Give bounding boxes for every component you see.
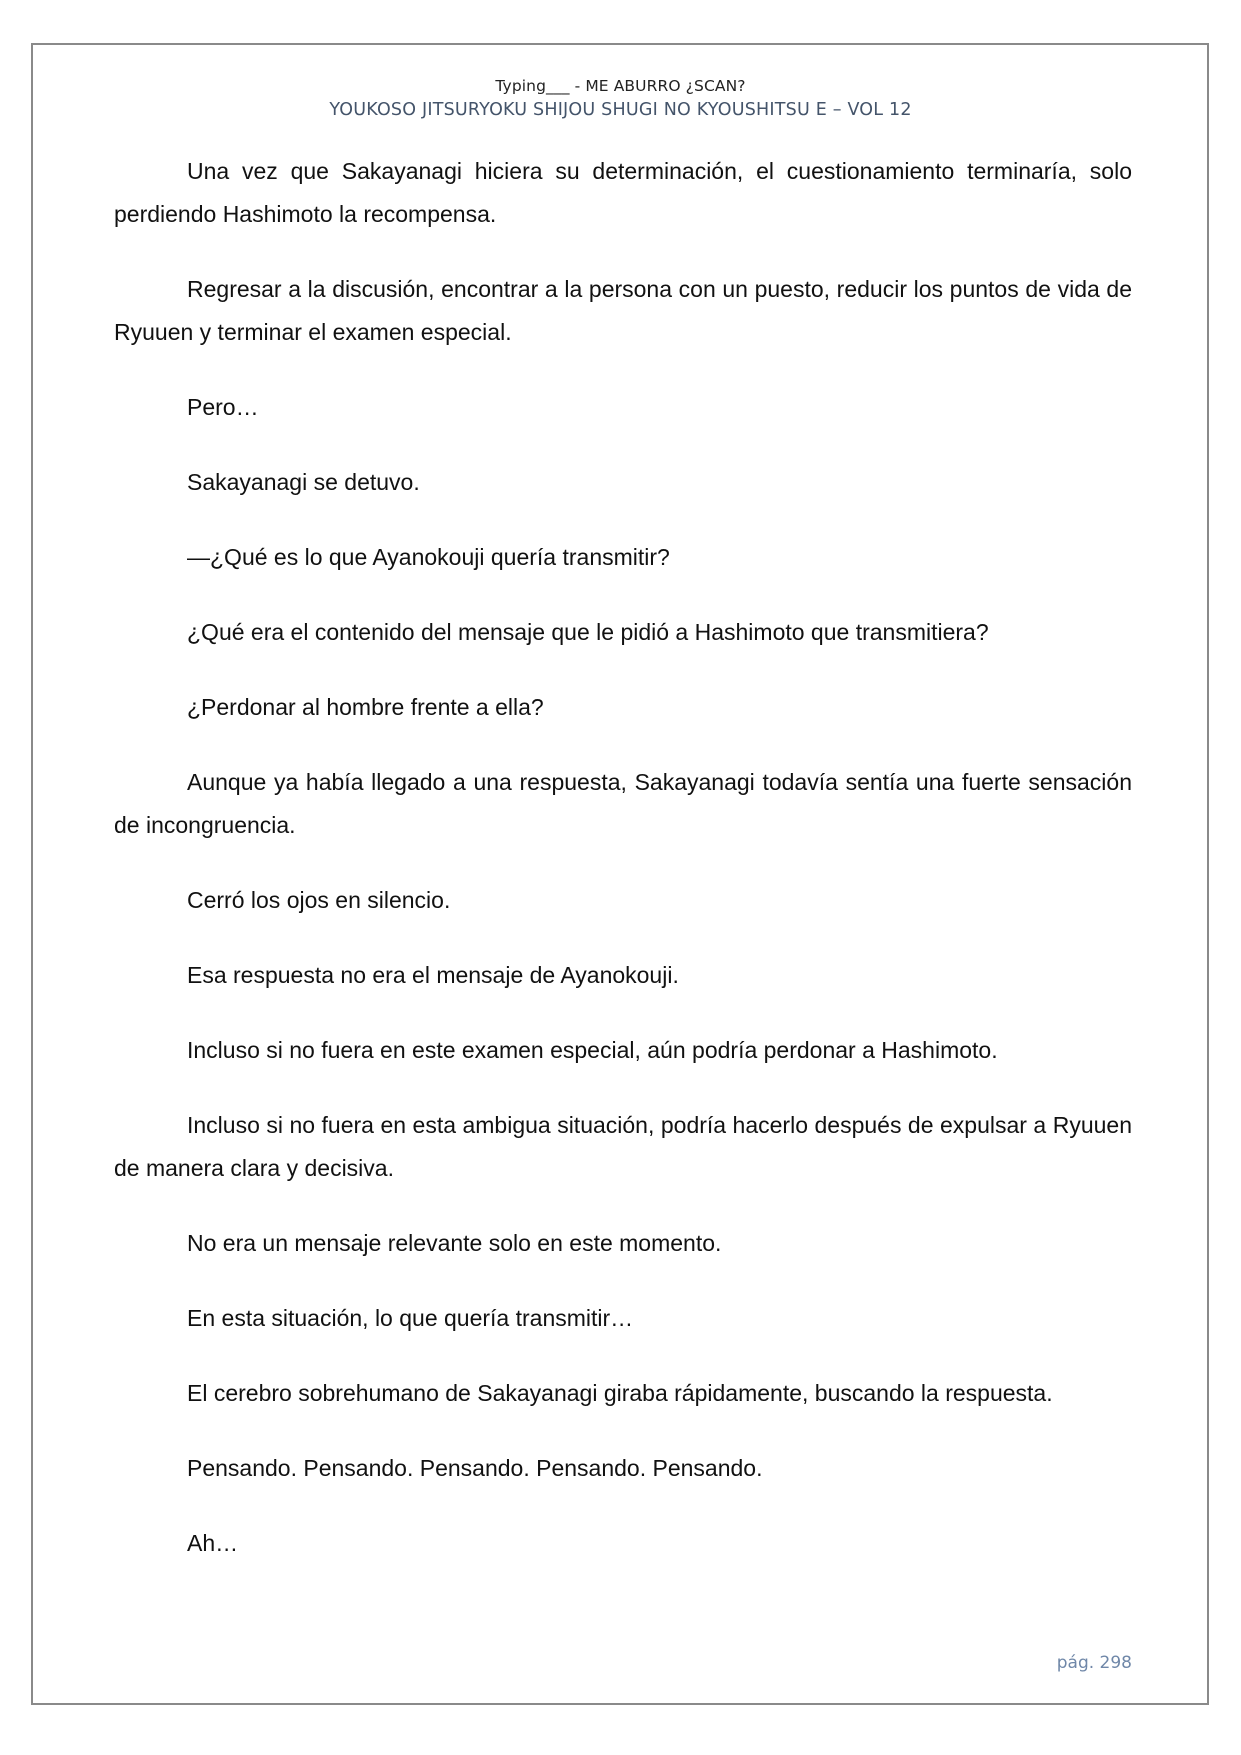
page-number: pág. 298 [1056,1653,1132,1673]
paragraph: En esta situación, lo que quería transmitir… [187,1305,634,1331]
page-header [0,75,1241,123]
paragraph: ¿Perdonar al hombre frente a ella? [187,694,544,720]
document-body [114,150,1132,1597]
paragraph: El cerebro sobrehumano de Sakayanagi giraba rápidamente, buscando la respuesta. [187,1380,1053,1406]
paragraph: Esa respuesta no era el mensaje de Ayanokouji. [187,962,679,988]
paragraph: Sakayanagi se detuvo. [187,469,420,495]
paragraph: Pero… [187,394,259,420]
paragraph: Ah… [187,1530,239,1556]
paragraph: Aunque ya había llegado a una respuesta, Sakayanagi todavía sentía una fuerte sensación de incongruencia. [114,769,1132,838]
paragraph: —¿Qué es lo que Ayanokouji quería transmitir? [187,544,670,570]
paragraph: Incluso si no fuera en esta ambigua situación, podría hacerlo después de expulsar a Ryuuen de manera clara y decisiva. [114,1112,1132,1181]
header-typing-credit: Typing___ - ME ABURRO ¿SCAN? [495,77,746,95]
paragraph: Pensando. Pensando. Pensando. Pensando. Pensando. [187,1455,763,1481]
paragraph: Una vez que Sakayanagi hiciera su determinación, el cuestionamiento terminaría, solo perdiendo Hashimoto la recompensa. [114,158,1132,227]
paragraph: No era un mensaje relevante solo en este momento. [187,1230,722,1256]
paragraph: Incluso si no fuera en este examen especial, aún podría perdonar a Hashimoto. [187,1037,998,1063]
header-book-title: YOUKOSO JITSURYOKU SHIJOU SHUGI NO KYOUSHITSU E – VOL 12 [329,100,912,120]
paragraph: ¿Qué era el contenido del mensaje que le pidió a Hashimoto que transmitiera? [187,619,989,645]
paragraph: Cerró los ojos en silencio. [187,887,451,913]
paragraph: Regresar a la discusión, encontrar a la persona con un puesto, reducir los puntos de vida de Ryuuen y terminar el examen especial. [114,276,1132,345]
